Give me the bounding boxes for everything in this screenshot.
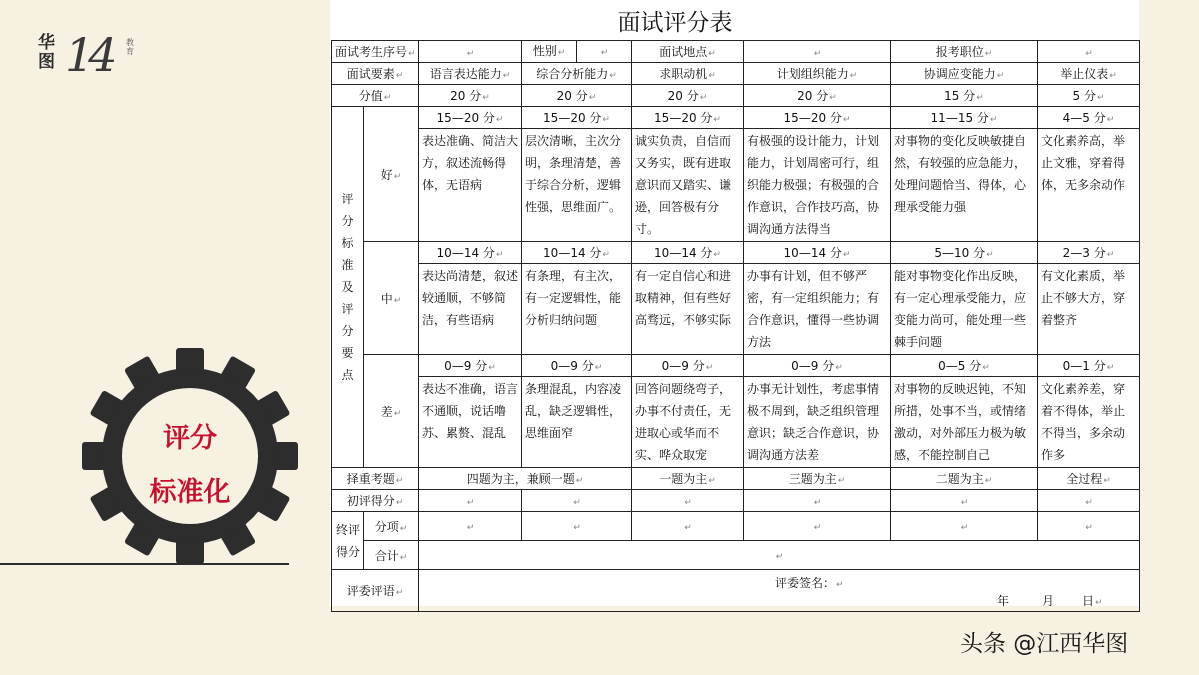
table-row <box>332 490 1140 512</box>
seq-value-cell[interactable]: ↵ <box>419 41 522 63</box>
interview-score-table <box>331 40 1140 612</box>
desc-cell: 有极强的设计能力，计划能力，计划周密可行，组织能力极强；有极强的合作意识，合作技巧高，协调沟通方法得当 <box>744 129 891 242</box>
initial-score-input[interactable]: ↵ <box>891 490 1038 512</box>
total-score-label-cell: 合计↵ <box>364 541 419 570</box>
sub-score-label-cell: 分项↵ <box>364 512 419 541</box>
desc-cell: 文化素养高，举止文雅，穿着得体，无多余动作 <box>1038 129 1140 242</box>
comment-input[interactable] <box>419 570 1140 612</box>
range-cell: 2—3 分↵ <box>1038 242 1140 264</box>
initial-score-input[interactable]: ↵ <box>632 490 744 512</box>
range-cell: 15—20 分↵ <box>419 107 522 129</box>
gender-label: 性别↵ <box>522 41 577 62</box>
table-row <box>332 242 1140 264</box>
initial-score-input[interactable]: ↵ <box>1038 490 1140 512</box>
range-cell: 0—5 分↵ <box>891 355 1038 377</box>
desc-cell: 办事无计划性，考虑事情极不周到，缺乏组织管理意识；缺乏合作意识，协调沟通方法差 <box>744 377 891 468</box>
element-cell: 综合分析能力↵ <box>522 63 632 85</box>
logo-main-text: 华图 <box>38 33 55 72</box>
date-year-label: 年 <box>997 594 1010 608</box>
level-label-good: 好↵ <box>364 107 419 242</box>
range-cell: 0—1 分↵ <box>1038 355 1140 377</box>
range-cell: 4—5 分↵ <box>1038 107 1140 129</box>
desc-cell: 能对事物变化作出反映，有一定心理承受能力，应变能力尚可，能处理一些棘手问题 <box>891 264 1038 355</box>
table-row <box>332 377 1140 468</box>
total-score-input[interactable]: ↵ <box>419 541 1140 570</box>
range-cell: 15—20 分↵ <box>522 107 632 129</box>
sub-score-input[interactable]: ↵ <box>522 512 632 541</box>
desc-cell: 办事有计划，但不够严密，有一定组织能力；有合作意识，懂得一些协调方法 <box>744 264 891 355</box>
gender-cell <box>522 41 632 63</box>
gear-label-scoring: 评分 <box>163 423 217 454</box>
focus-cell: 三题为主↵ <box>744 468 891 490</box>
range-cell: 0—9 分↵ <box>632 355 744 377</box>
desc-cell: 诚实负责，自信而又务实，既有进取意识而又踏实、谦逊，回答极有分寸。 <box>632 129 744 242</box>
judge-signature-label: 评委签名：↵ <box>775 576 844 590</box>
comment-label-cell: 评委评语↵ <box>332 570 419 612</box>
brand-logo <box>38 28 138 84</box>
desc-cell: 表达尚清楚，叙述较通顺，不够简洁，有些语病 <box>419 264 522 355</box>
gender-value[interactable]: ↵ <box>600 48 609 58</box>
range-cell: 10—14 分↵ <box>419 242 522 264</box>
desc-cell: 文化素养差，穿着不得体，举止不得当，多余动作多 <box>1038 377 1140 468</box>
table-row <box>332 468 1140 490</box>
final-score-label-cell: 终评得分 <box>332 512 364 570</box>
desc-cell: 条理混乱，内容凌乱，缺乏逻辑性，思维面窄 <box>522 377 632 468</box>
focus-label-cell: 择重考题↵ <box>332 468 419 490</box>
range-cell: 15—20 分↵ <box>744 107 891 129</box>
focus-cell: 二题为主↵ <box>891 468 1038 490</box>
sub-score-input[interactable]: ↵ <box>744 512 891 541</box>
sub-score-input[interactable]: ↵ <box>419 512 522 541</box>
range-cell: 0—9 分↵ <box>522 355 632 377</box>
place-value-cell[interactable]: ↵ <box>744 41 891 63</box>
place-label-cell: 面试地点↵ <box>632 41 744 63</box>
level-label-medium: 中↵ <box>364 242 419 355</box>
initial-score-input[interactable]: ↵ <box>522 490 632 512</box>
element-cell: 求职动机↵ <box>632 63 744 85</box>
range-cell: 11—15 分↵ <box>891 107 1038 129</box>
table-row <box>332 129 1140 242</box>
score-cell: 5 分↵ <box>1038 85 1140 107</box>
score-cell: 20 分↵ <box>744 85 891 107</box>
table-row <box>332 512 1140 541</box>
gear-label-standardization: 标准化 <box>149 477 231 508</box>
table-row <box>332 63 1140 85</box>
logo-number: 14 <box>65 28 112 82</box>
criteria-label-cell: 评分标准及评分要点 <box>332 107 364 468</box>
focus-cell: 一题为主↵ <box>632 468 744 490</box>
watermark-footer: 头条 @江西华图 <box>960 631 1129 657</box>
element-cell: 协调应变能力↵ <box>891 63 1038 85</box>
table-row <box>332 355 1140 377</box>
range-cell: 0—9 分↵ <box>744 355 891 377</box>
desc-cell: 层次清晰，主次分明，条理清楚，善于综合分析，逻辑性强，思维面广。 <box>522 129 632 242</box>
table-row <box>332 107 1140 129</box>
desc-cell: 对事物的变化反映敏捷自然，有较强的应急能力，处理问题恰当、得体，心理承受能力强 <box>891 129 1038 242</box>
desc-cell: 有文化素质，举止不够大方，穿着整齐 <box>1038 264 1140 355</box>
table-row <box>332 264 1140 355</box>
focus-cell: 四题为主，兼顾一题↵ <box>419 468 632 490</box>
range-cell: 0—9 分↵ <box>419 355 522 377</box>
range-cell: 10—14 分↵ <box>632 242 744 264</box>
table-row <box>332 41 1140 63</box>
desc-cell: 有条理，有主次，有一定逻辑性，能分析归纳问题 <box>522 264 632 355</box>
range-cell: 15—20 分↵ <box>632 107 744 129</box>
element-cell: 举止仪表↵ <box>1038 63 1140 85</box>
document-title: 面试评分表 <box>617 10 733 36</box>
score-cell: 20 分↵ <box>522 85 632 107</box>
score-cell: 20 分↵ <box>632 85 744 107</box>
desc-cell: 有一定自信心和进取精神，但有些好高骛远，不够实际 <box>632 264 744 355</box>
table-row <box>332 85 1140 107</box>
desc-cell: 表达不准确，语言不通顺，说话噜苏、累赘、混乱 <box>419 377 522 468</box>
focus-cell: 全过程↵ <box>1038 468 1140 490</box>
range-cell: 5—10 分↵ <box>891 242 1038 264</box>
level-label-poor: 差↵ <box>364 355 419 468</box>
range-cell: 10—14 分↵ <box>522 242 632 264</box>
desc-cell: 回答问题绕弯子，办事不付责任，无进取心或华而不实、哗众取宠 <box>632 377 744 468</box>
desc-cell: 对事物的反映迟钝，不知所措，处事不当，或情绪激动，对外部压力极为敏感，不能控制自己 <box>891 377 1038 468</box>
date-day-label: 日↵ <box>1082 594 1103 608</box>
element-label-cell: 面试要素↵ <box>332 63 419 85</box>
table-row <box>332 541 1140 570</box>
gear-icon <box>80 346 300 566</box>
post-value-cell[interactable]: ↵ <box>1038 41 1140 63</box>
element-cell: 计划组织能力↵ <box>744 63 891 85</box>
logo-small-text: 教育 <box>126 38 134 56</box>
seq-label-cell: 面试考生序号↵ <box>332 41 419 63</box>
sub-score-input[interactable]: ↵ <box>1038 512 1140 541</box>
score-cell: 15 分↵ <box>891 85 1038 107</box>
element-cell: 语言表达能力↵ <box>419 63 522 85</box>
sub-score-input[interactable]: ↵ <box>632 512 744 541</box>
table-row <box>332 570 1140 612</box>
initial-score-label-cell: 初评得分↵ <box>332 490 419 512</box>
score-cell: 20 分↵ <box>419 85 522 107</box>
sub-score-input[interactable]: ↵ <box>891 512 1038 541</box>
desc-cell: 表达准确、简洁大方，叙述流畅得体，无语病 <box>419 129 522 242</box>
range-cell: 10—14 分↵ <box>744 242 891 264</box>
post-label-cell: 报考职位↵ <box>891 41 1038 63</box>
initial-score-input[interactable]: ↵ <box>744 490 891 512</box>
score-label-cell: 分值↵ <box>332 85 419 107</box>
initial-score-input[interactable]: ↵ <box>419 490 522 512</box>
date-month-label: 月 <box>1042 594 1055 608</box>
